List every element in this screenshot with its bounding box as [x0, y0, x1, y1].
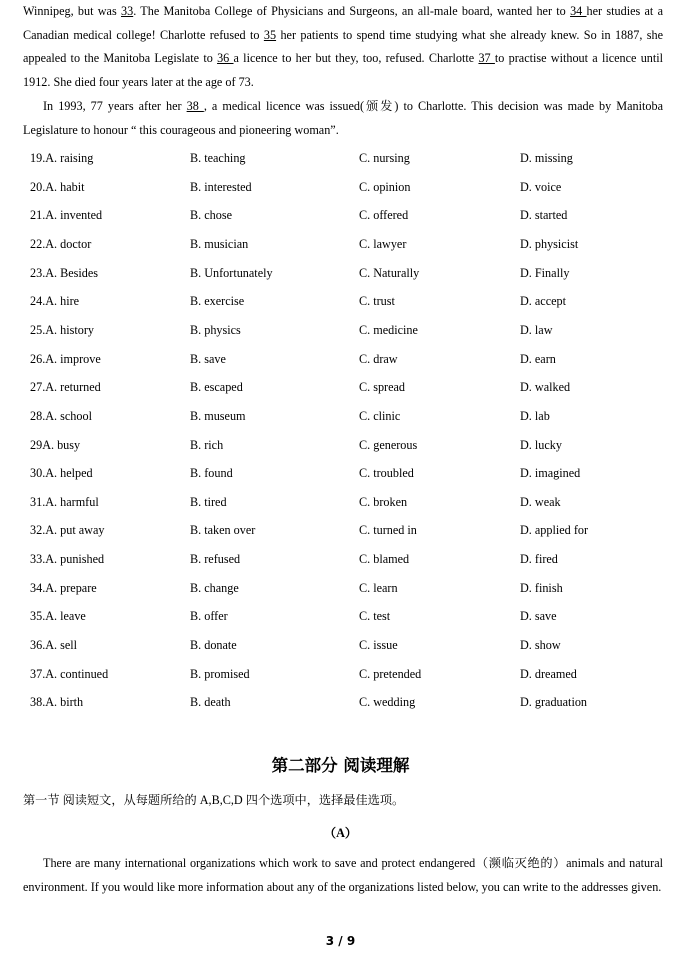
text: , a medical licence was issued(颁发) to Charlotte. This decision was made by Manitoba Legislature to honour “ this courageous and pioneering woman”. — [23, 99, 663, 137]
option-c: C. learn — [359, 580, 398, 595]
option-a: 37.A. continued — [30, 666, 109, 681]
option-a: 31.A. harmful — [30, 494, 99, 509]
option-b: B. save — [190, 351, 226, 366]
option-b: B. offer — [190, 609, 228, 624]
blank-34: 34 — [570, 4, 587, 18]
text: a licence to her but they, too, refused. Charlotte — [233, 51, 479, 65]
option-b: B. donate — [190, 638, 237, 653]
option-b: B. death — [190, 695, 231, 710]
blank-35: 35 — [263, 27, 277, 42]
option-c: C. trust — [359, 294, 395, 309]
passage-label: （A） — [323, 826, 358, 840]
option-c: C. test — [359, 609, 391, 624]
option-c: C. offered — [359, 208, 409, 223]
option-d: D. earn — [520, 351, 556, 366]
option-d: D. voice — [520, 179, 562, 194]
blank-37: 37 — [478, 51, 495, 65]
option-d: D. accept — [520, 294, 567, 309]
blank-33: 33 — [121, 4, 134, 18]
option-c: C. spread — [359, 380, 406, 395]
option-a: 35.A. leave — [30, 609, 86, 624]
option-a: 32.A. put away — [30, 523, 105, 538]
text: Winnipeg, but was — [23, 4, 121, 18]
blank-38: 38 — [186, 99, 204, 113]
option-a: 23.A. Besides — [30, 265, 99, 280]
option-b: B. physics — [190, 322, 241, 337]
text: her patients to spend time studying what she already knew. So in 1887, she appealed to the Manitoba Legislate to — [23, 27, 663, 65]
option-a: 28.A. school — [30, 408, 92, 423]
option-b: B. musician — [190, 236, 249, 251]
option-d: D. walked — [520, 380, 571, 395]
option-c: C. draw — [359, 351, 398, 366]
option-a: 27.A. returned — [30, 380, 101, 395]
option-d: D. law — [520, 322, 553, 337]
passage-paragraph-2 — [23, 95, 663, 142]
option-c: C. Naturally — [359, 265, 420, 280]
option-a: 24.A. hire — [30, 294, 80, 309]
option-b: B. exercise — [190, 294, 245, 309]
page-number: 3 / 9 — [325, 934, 356, 948]
option-d: D. Finally — [520, 265, 570, 280]
option-d: D. applied for — [520, 523, 589, 538]
option-a: 30.A. helped — [30, 466, 93, 481]
option-d: D. missing — [520, 151, 573, 165]
section-instruction: 第一节 阅读短文，从每题所给的 A,B,C,D 四个选项中，选择最佳选项。 — [23, 793, 405, 807]
option-a: 36.A. sell — [30, 638, 78, 653]
option-c: C. troubled — [359, 466, 414, 481]
option-d: D. weak — [520, 494, 561, 509]
option-c: C. wedding — [359, 695, 416, 710]
option-b: B. interested — [190, 179, 252, 194]
option-c: C. opinion — [359, 179, 411, 194]
option-c: C. blamed — [359, 552, 410, 567]
option-d: D. save — [520, 609, 557, 624]
option-d: D. fired — [520, 552, 558, 567]
option-b: B. teaching — [190, 151, 246, 165]
option-a: 19.A. raising — [30, 151, 94, 165]
text: to practise without a licence until 1912. She died four years later at the age of 73. — [23, 51, 664, 89]
option-d: D. physicist — [520, 236, 579, 251]
option-d: D. show — [520, 638, 561, 653]
option-c: C. issue — [359, 638, 398, 653]
option-c: C. medicine — [359, 322, 418, 337]
option-a: 21.A. invented — [30, 208, 103, 223]
option-c: C. clinic — [359, 408, 401, 423]
option-b: B. escaped — [190, 380, 243, 395]
option-a: 33.A. punished — [30, 552, 105, 567]
option-a: 34.A. prepare — [30, 580, 97, 595]
section-heading: 第二部分 阅读理解 — [271, 756, 410, 775]
text: In 1993, 77 years after her — [43, 99, 187, 113]
option-b: B. tired — [190, 494, 227, 509]
option-a: 22.A. doctor — [30, 236, 92, 251]
option-b: B. chose — [190, 208, 232, 223]
option-b: B. found — [190, 466, 233, 481]
option-d: D. dreamed — [520, 666, 577, 681]
option-a: 20.A. habit — [30, 179, 85, 194]
option-a: 38.A. birth — [30, 695, 84, 710]
option-a: 25.A. history — [30, 322, 94, 337]
passage-intro: There are many international organizations which work to save and protect endangered（濒临灭绝的）animals and natural environment. If you would like more information about any of the organizations listed below, you can write to the addresses given. — [23, 856, 663, 894]
option-b: B. rich — [190, 437, 224, 452]
blank-36: 36 — [217, 51, 234, 65]
option-c: C. turned in — [359, 523, 417, 538]
option-a: 26.A. improve — [30, 351, 101, 366]
option-c: C. nursing — [359, 151, 410, 165]
option-b: B. taken over — [190, 523, 256, 538]
passage-paragraph-1 — [23, 0, 663, 94]
option-b: B. museum — [190, 408, 246, 423]
option-d: D. lab — [520, 408, 550, 423]
option-b: B. refused — [190, 552, 241, 567]
option-d: D. imagined — [520, 466, 581, 481]
option-b: B. change — [190, 580, 239, 595]
text: her studies at a Canadian medical college! Charlotte refused to — [23, 4, 663, 42]
option-d: D. finish — [520, 580, 563, 595]
text: . The Manitoba College of Physicians and Surgeons, an all-male board, wanted her to — [133, 4, 571, 18]
option-d: D. graduation — [520, 695, 588, 710]
option-c: C. pretended — [359, 666, 422, 681]
option-b: B. Unfortunately — [190, 265, 273, 280]
option-b: B. promised — [190, 666, 250, 681]
option-a: 29A. busy — [30, 437, 81, 452]
option-d: D. started — [520, 208, 568, 223]
option-c: C. lawyer — [359, 236, 407, 251]
option-c: C. broken — [359, 494, 408, 509]
option-c: C. generous — [359, 437, 418, 452]
option-d: D. lucky — [520, 437, 562, 452]
